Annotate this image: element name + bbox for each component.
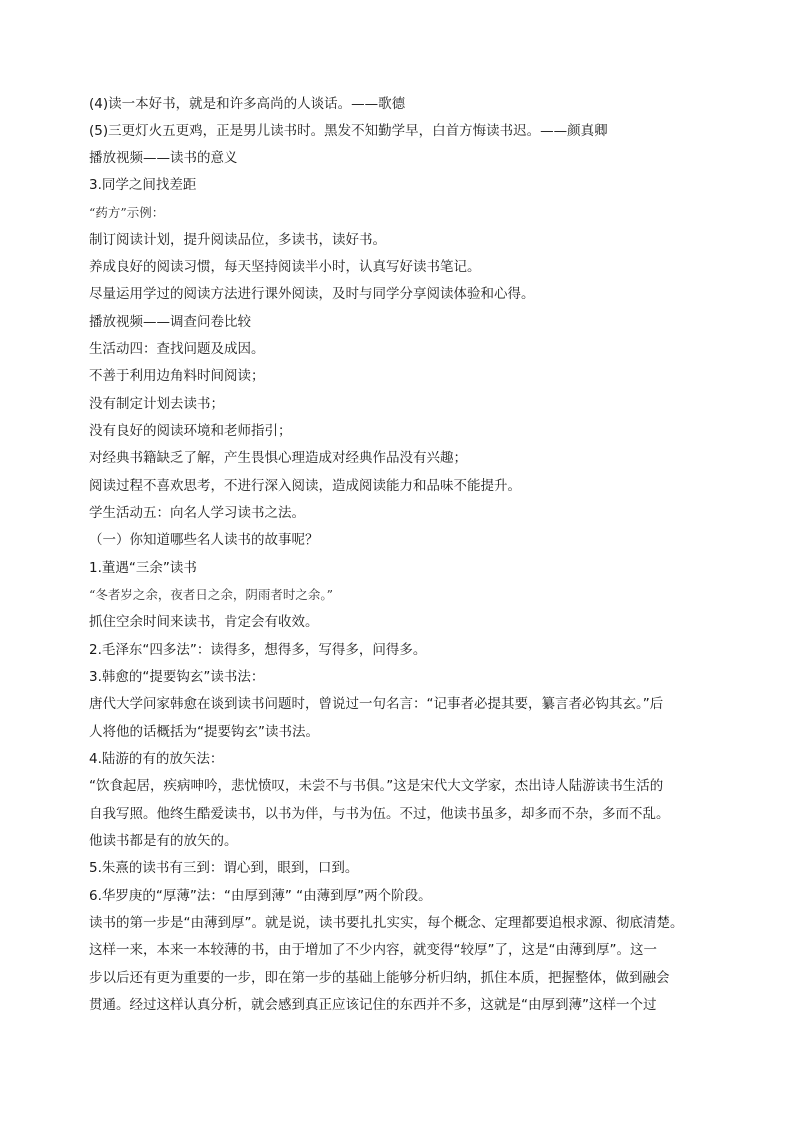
method-2-heading: 2.毛泽东“四多法”：读得多，想得多，写得多，问得多。 xyxy=(89,642,427,658)
problem-item-5: 阅读过程不喜欢思考，不进行深入阅读，造成阅读能力和品味不能提升。 xyxy=(89,478,521,494)
prescription-item-2: 养成良好的阅读习惯，每天坚持阅读半小时，认真写好读书笔记。 xyxy=(89,259,481,275)
prescription-item-1: 制订阅读计划，提升阅读品位，多读书，读好书。 xyxy=(89,232,386,248)
method-4-text-2: 自我写照。他终生酷爱读书，以书为伴，与书为伍。不过，他读书虽多，却多而不杂，多而不乱。 xyxy=(89,806,670,822)
quote-yan-zhenqing: (5)三更灯火五更鸡，正是男儿读书时。黑发不知勤学早，白首方悔读书迟。——颜真卿 xyxy=(89,123,608,139)
method-3-text-2: 人将他的话概括为“提要钩玄”读书法。 xyxy=(89,724,319,740)
method-3-heading: 3.韩愈的“提要钩玄”读书法： xyxy=(89,669,265,685)
video-note-meaning: 播放视频——读书的意义 xyxy=(89,150,238,166)
method-4-text-3: 他读书都是有的放矢的。 xyxy=(89,833,238,849)
video-note-survey: 播放视频——调查问卷比较 xyxy=(89,314,251,330)
quote-goethe: (4)读一本好书，就是和许多高尚的人谈话。——歌德 xyxy=(89,96,406,112)
method-6-text-1: 读书的第一步是“由薄到厚”。就是说，读书要扎扎实实，每个概念、定理都要追根求源、彻底清楚。 xyxy=(89,915,684,931)
method-1-note: 抓住空余时间来读书，肯定会有收效。 xyxy=(89,614,319,630)
activity-five-heading: 学生活动五：向名人学习读书之法。 xyxy=(89,505,305,521)
problem-item-3: 没有良好的阅读环境和老师指引； xyxy=(89,423,292,439)
method-6-text-2: 这样一来，本来一本较薄的书，由于增加了不少内容，就变得“较厚”了，这是“由薄到厚”。这一 xyxy=(89,942,657,958)
problem-item-2: 没有制定计划去读书； xyxy=(89,396,224,412)
problem-item-1: 不善于利用边角料时间阅读； xyxy=(89,368,265,384)
method-5-heading: 5.朱熹的读书有三到：谓心到，眼到，口到。 xyxy=(89,860,359,876)
method-6-text-4: 贯通。经过这样认真分析，就会感到真正应该记住的东西并不多，这就是“由厚到薄”这样一个过 xyxy=(89,997,657,1013)
prescription-item-3: 尽量运用学过的阅读方法进行课外阅读，及时与同学分享阅读体验和心得。 xyxy=(89,286,535,302)
method-6-text-3: 步以后还有更为重要的一步，即在第一步的基础上能够分析归纳，抓住本质，把握整体，做到融会 xyxy=(89,970,670,986)
activity-four-heading: 生活动四：查找问题及成因。 xyxy=(89,341,265,357)
method-4-heading: 4.陆游的有的放矢法： xyxy=(89,751,224,767)
method-1-heading: 1.董遇“三余”读书 xyxy=(89,560,197,576)
method-1-quote: “冬者岁之余，夜者日之余，阴雨者时之余。” xyxy=(89,587,334,602)
section-heading-3: 3.同学之间找差距 xyxy=(89,177,197,193)
question-heading: （一）你知道哪些名人读书的故事呢？ xyxy=(89,532,319,548)
prescription-example-label: “药方”示例： xyxy=(89,205,165,220)
method-6-heading: 6.华罗庚的“厚薄”法：“由厚到薄” “由薄到厚”两个阶段。 xyxy=(89,888,432,904)
method-3-text-1: 唐代大学问家韩愈在谈到读书问题时，曾说过一句名言：“记事者必提其要，纂言者必钩其玄。”后 xyxy=(89,696,664,712)
method-4-text-1: “饮食起居，疾病呻吟，悲忧愤叹，未尝不与书俱。”这是宋代大文学家，杰出诗人陆游读书生活的 xyxy=(89,778,664,794)
problem-item-4: 对经典书籍缺乏了解，产生畏惧心理造成对经典作品没有兴趣； xyxy=(89,450,467,466)
